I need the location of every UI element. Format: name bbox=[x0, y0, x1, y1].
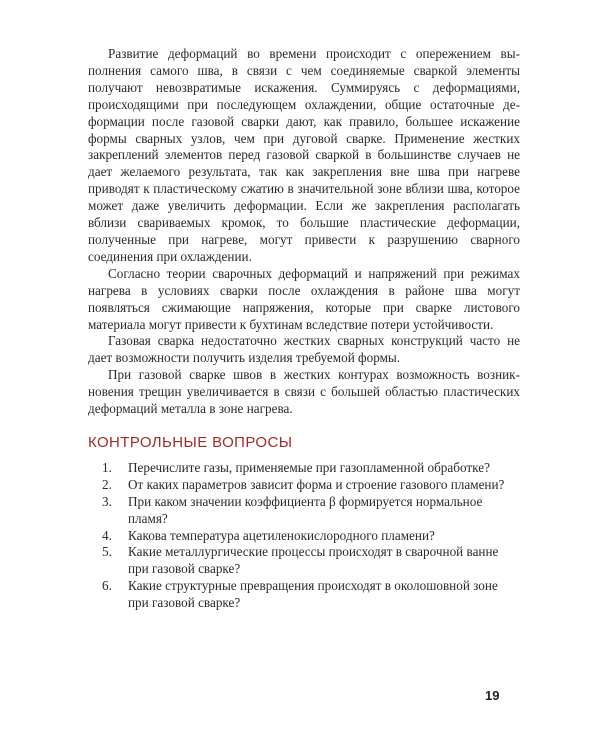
question-text: Какие металлургические процессы происходят в сварочной ванне при газовой сварке? bbox=[128, 544, 499, 577]
question-text: При каком значении коэффициента β формируется нормальное пламя? bbox=[128, 493, 483, 526]
questions-list bbox=[88, 460, 520, 612]
question-number: 6. bbox=[102, 578, 112, 594]
page-content bbox=[88, 46, 520, 612]
question-text: Какие структурные превращения происходят в околошовной зоне при газовой сварке? bbox=[128, 578, 498, 611]
question-item bbox=[88, 528, 520, 545]
section-title-review-questions: КОНТРОЛЬНЫЕ ВОПРОСЫ bbox=[88, 433, 293, 451]
paragraph-welding-stress-theory: Согласно теории сварочных деформаций и напряжений при режимах нагрева в условиях сварки после охлаждения в районе шва могут появляться сжимающие напряжения, которые при сварке листового материала могут привести к бухтинам вследствие потери устойчивости. bbox=[88, 265, 520, 332]
question-number: 5. bbox=[102, 544, 112, 560]
question-text: От каких параметров зависит форма и строение газового пламени? bbox=[128, 476, 505, 492]
question-number: 1. bbox=[102, 459, 112, 475]
question-item bbox=[88, 578, 520, 612]
page-number: 19 bbox=[485, 688, 500, 703]
question-item bbox=[88, 494, 520, 528]
paragraph-insufficient-rigidity: Газовая сварка недостаточно жестких сварных конструкций часто не дает возможности получить изделия требуемой формы. bbox=[88, 333, 520, 366]
question-item bbox=[88, 460, 520, 477]
question-number: 4. bbox=[102, 527, 112, 543]
question-text: Какова температура ацетиленокислородного пламени? bbox=[128, 527, 435, 543]
paragraph-deformation-development: Развитие деформаций во времени происходит с опережением выполнения самого шва, в связи с чем соединяемые сваркой элементы получают невозвратимые искажения. Суммируясь с деформациями, происходящими при последующем охлаждении, общие остаточные деформации после газовой сварки дают, как правило, большее искажение формы сварных узлов, чем при дуговой сварке. Применение жестких закреплений элементов перед газовой сваркой в большинстве случаев не дает желаемого результата, так как закрепления вне шва при нагреве приводят к пластическому сжатию в значительной зоне вблизи шва, которое может даже увеличить деформации. Если же закрепления располагать вблизи свариваемых кромок, то большие пластические деформации, полученные при нагреве, могут привести к разрушению сварного соединения при охлаждении. bbox=[88, 46, 520, 264]
question-item bbox=[88, 544, 520, 578]
question-number: 3. bbox=[102, 493, 112, 509]
paragraph-crack-formation: При газовой сварке швов в жестких контурах возможность возникновения трещин увеличивается в связи с большей областью пластических деформаций металла в зоне нагрева. bbox=[88, 367, 520, 417]
question-number: 2. bbox=[102, 476, 112, 492]
question-item bbox=[88, 477, 520, 494]
question-text: Перечислите газы, применяемые при газопламенной обработке? bbox=[128, 459, 490, 475]
